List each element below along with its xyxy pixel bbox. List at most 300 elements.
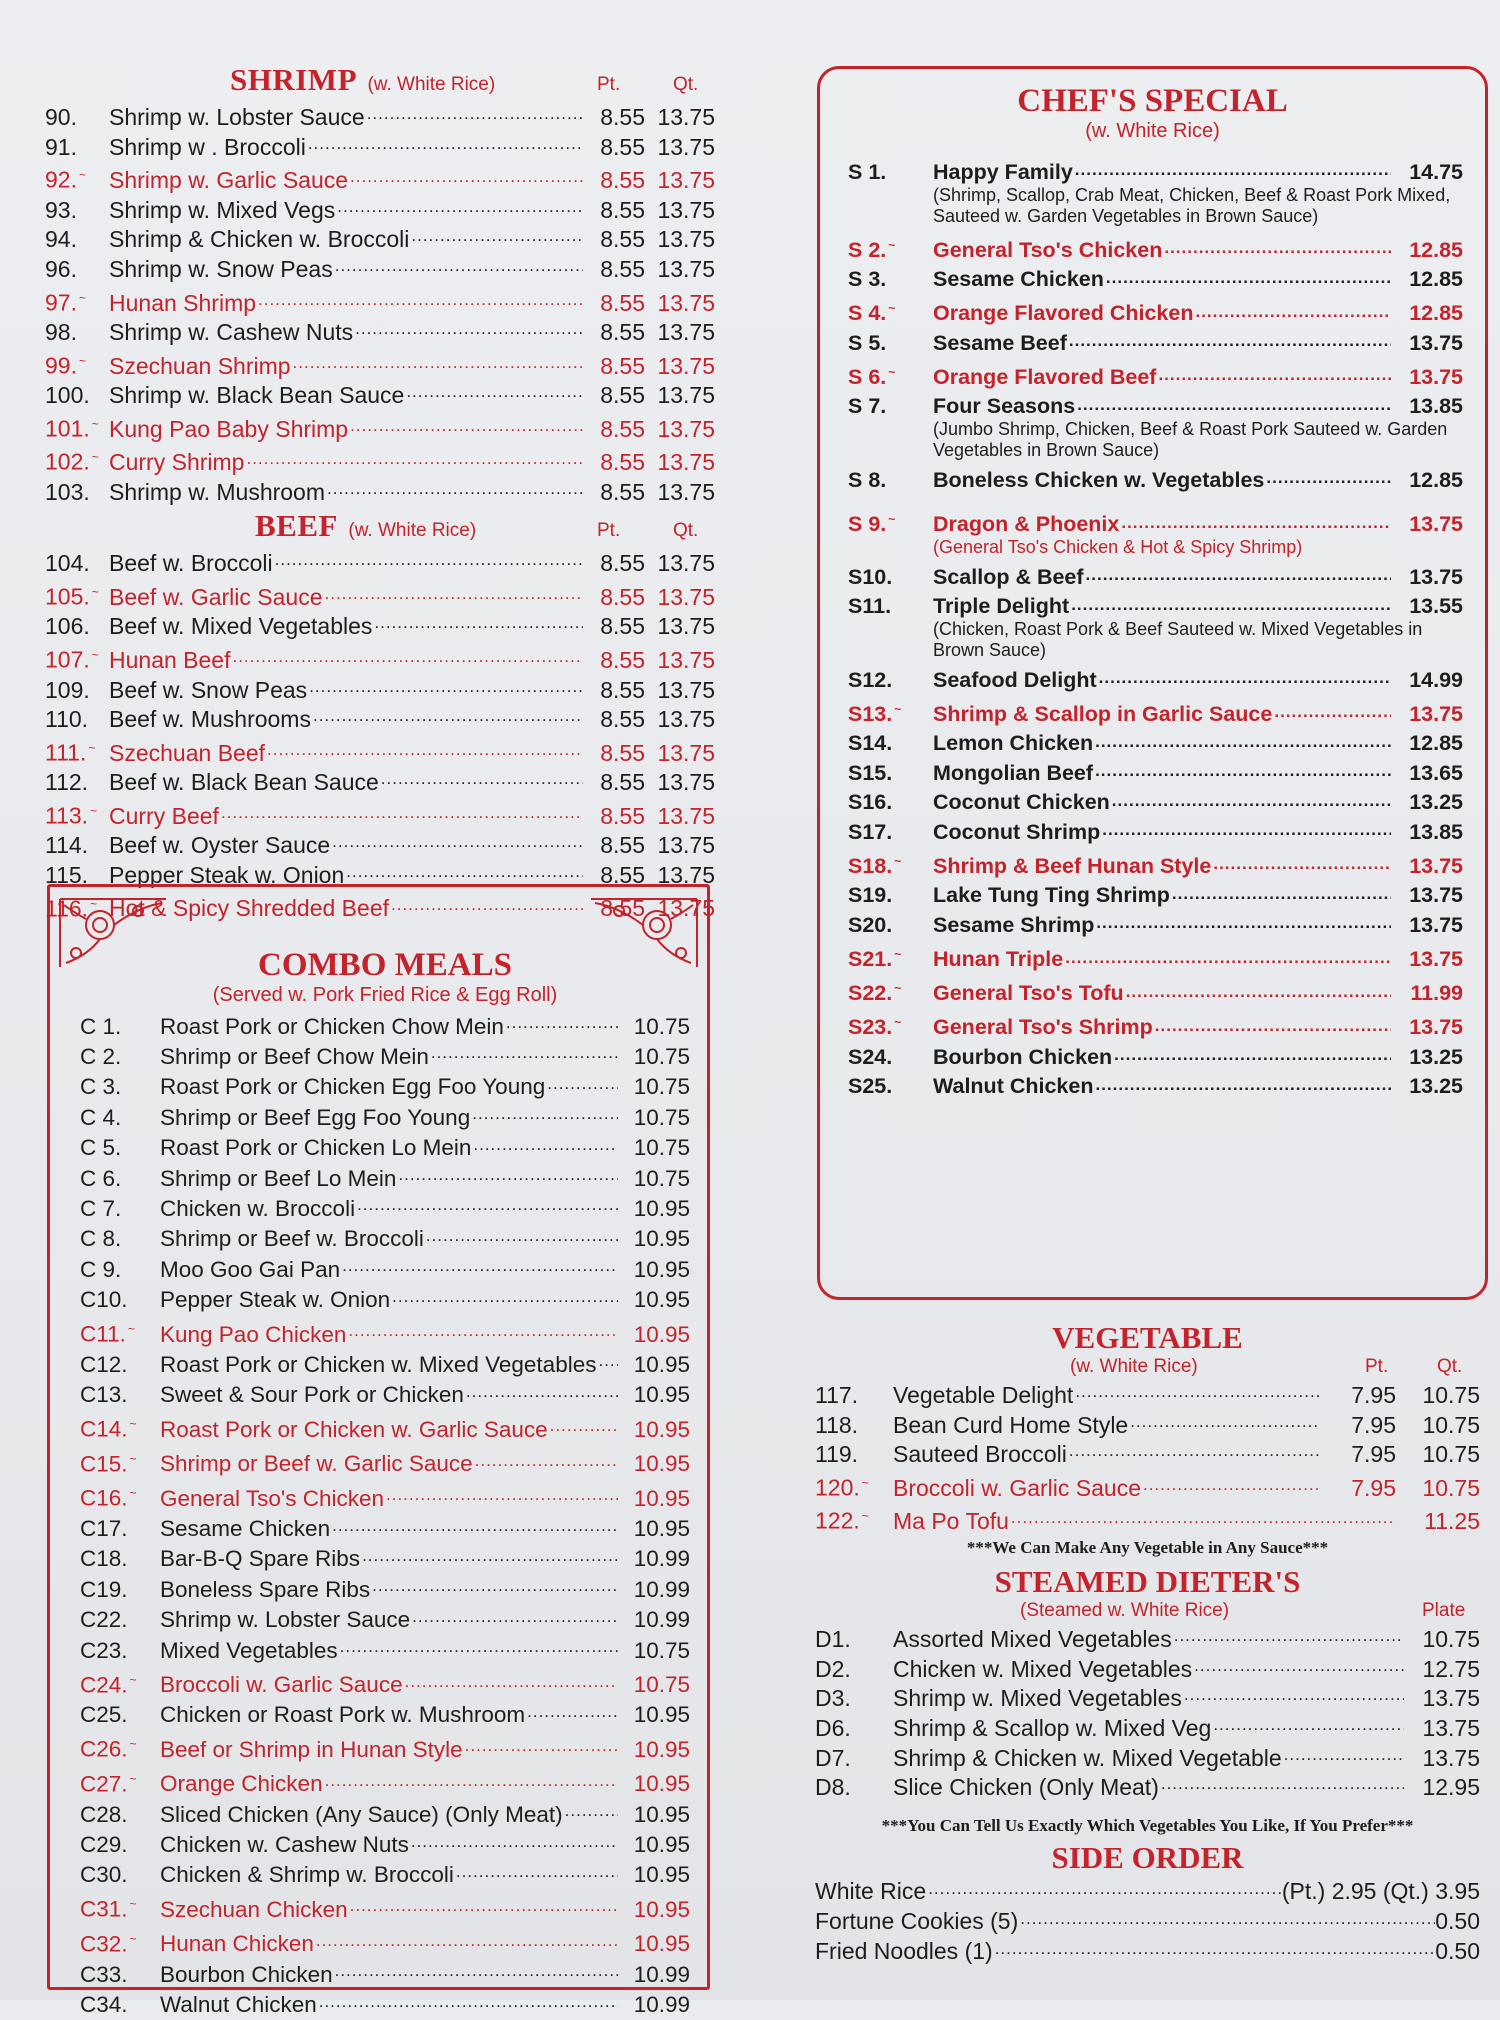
dot-leader [273, 548, 583, 571]
dot-leader [454, 1860, 618, 1883]
menu-item [848, 665, 1463, 695]
menu-item [80, 1959, 690, 1989]
menu-item [848, 505, 1463, 539]
item-price-price: 13.75 [1422, 1744, 1480, 1771]
item-number: C13. [80, 1382, 128, 1408]
item-number: S 1. [848, 159, 887, 184]
dot-leader [1112, 1042, 1391, 1064]
item-price-price: 10.95 [633, 1451, 690, 1477]
item-name: Shrimp w. Black Bean Sauce [109, 382, 405, 409]
hot-spicy-icon: ~ [78, 290, 86, 305]
dot-leader [1094, 910, 1391, 932]
dot-leader [1093, 729, 1391, 751]
menu-item [848, 157, 1463, 187]
item-price-price: 12.85 [1409, 731, 1463, 756]
menu-item [848, 592, 1463, 622]
dot-leader [1093, 758, 1391, 780]
item-number: 115. [45, 862, 89, 889]
menu-item [848, 328, 1463, 358]
dot-leader [424, 1224, 618, 1247]
item-price-price: 13.55 [1409, 594, 1463, 619]
item-name: Walnut Chicken [933, 1074, 1094, 1099]
vegetable-pt-header: Pt. [1365, 1356, 1389, 1377]
beef-list [45, 548, 715, 923]
item-name: Happy Family [933, 159, 1073, 184]
item-price-price: 10.99 [633, 1992, 690, 2018]
item-price-price: 10.99 [633, 1607, 690, 1633]
item-price-price: 10.95 [633, 1321, 690, 1347]
dot-leader [1192, 1654, 1404, 1677]
item-description: (Shrimp, Scallop, Crab Meat, Chicken, Beef & Roast Pork Mixed, Sauteed w. Garden Vegetables in Brown Sauce) [933, 184, 1451, 226]
menu-item [45, 161, 715, 194]
menu-item [848, 758, 1463, 788]
item-number: S 3. [848, 267, 887, 292]
menu-item [80, 1666, 690, 1700]
item-name: Dragon & Phoenix [933, 512, 1120, 537]
menu-item [848, 847, 1463, 881]
hot-spicy-icon: ~ [91, 450, 99, 465]
item-price-price: 10.99 [633, 1546, 690, 1572]
menu-item [80, 1285, 690, 1315]
dot-leader [471, 1133, 618, 1156]
menu-item [80, 1544, 690, 1574]
item-number: S 6. ~ [848, 364, 896, 389]
item-price-qt: 13.75 [657, 319, 715, 346]
combo-title: COMBO MEALS [258, 947, 512, 983]
menu-item [848, 562, 1463, 592]
dot-leader [926, 1876, 1282, 1899]
item-number: S 2. ~ [848, 237, 896, 262]
item-price-price: 10.95 [633, 1226, 690, 1252]
item-name: General Tso's Shrimp [933, 1015, 1153, 1040]
item-name: Roast Pork or Chicken Lo Mein [160, 1135, 472, 1161]
item-number: 118. [815, 1411, 859, 1438]
menu-item [815, 1439, 1480, 1469]
hot-spicy-icon: ~ [861, 1509, 869, 1524]
dot-leader [504, 1011, 618, 1034]
item-name: Fried Noodles (1) [815, 1938, 993, 1965]
item-number: 119. [815, 1441, 859, 1468]
menu-item [45, 611, 715, 641]
dot-leader [1073, 1380, 1320, 1403]
item-price-price: 10.75 [633, 1637, 690, 1663]
item-price-pt: 8.55 [600, 583, 645, 610]
item-number: S15. [848, 760, 893, 785]
item-name: Shrimp or Beef Lo Mein [160, 1165, 397, 1191]
item-name: Shrimp w. Mixed Vegs [109, 196, 336, 223]
item-price-price: 10.95 [633, 1382, 690, 1408]
dot-leader [311, 704, 583, 727]
item-price-pt: 8.55 [600, 133, 645, 160]
hot-spicy-icon: ~ [129, 1451, 137, 1466]
dot-leader [1100, 817, 1391, 839]
dot-leader [470, 1102, 618, 1125]
item-number: S21. ~ [848, 946, 902, 972]
menu-item [80, 1605, 690, 1635]
item-number: 105. ~ [45, 583, 99, 610]
shrimp-subtitle: (w. White Rice) [367, 74, 496, 95]
item-name: General Tso's Chicken [160, 1485, 384, 1511]
item-name: Beef w. Broccoli [109, 550, 273, 577]
item-number: C15. ~ [80, 1451, 137, 1477]
menu-item [45, 477, 715, 507]
item-price-price: 13.85 [1409, 819, 1463, 844]
menu-item [815, 1380, 1480, 1410]
dot-leader [993, 1936, 1436, 1959]
item-number: 103. [45, 478, 90, 505]
item-number: C 4. [80, 1104, 122, 1130]
item-name: Kung Pao Chicken [160, 1321, 347, 1347]
menu-item [80, 1224, 690, 1254]
item-number: 106. [45, 613, 90, 640]
item-name: Pepper Steak w. Onion [109, 862, 345, 889]
item-price-qt: 13.75 [657, 478, 715, 505]
dot-leader [360, 1544, 618, 1567]
item-price-pt: 8.55 [600, 895, 645, 922]
item-price-price: 10.95 [633, 1931, 690, 1957]
item-price-qt: 13.75 [657, 256, 715, 283]
item-description: (Jumbo Shrimp, Chicken, Beef & Roast Pork Sauteed w. Garden Vegetables in Brown Sauce) [933, 419, 1448, 461]
item-name: Four Seasons [933, 394, 1076, 419]
item-price-price: 10.95 [633, 1832, 690, 1858]
menu-item [80, 1410, 690, 1444]
item-price-qt: 13.75 [657, 739, 715, 766]
item-price-qt: 13.75 [657, 415, 715, 442]
dot-leader [323, 582, 584, 605]
dot-leader [1119, 510, 1391, 532]
menu-item [80, 1102, 690, 1132]
item-number: C26. ~ [80, 1736, 137, 1762]
item-number: C22. [80, 1607, 128, 1633]
item-price-price: 10.75 [633, 1043, 690, 1069]
item-price-price: 13.75 [1422, 1685, 1480, 1712]
item-name: Lemon Chicken [933, 731, 1094, 756]
item-price-price: 10.75 [633, 1672, 690, 1698]
dot-leader [1124, 979, 1391, 1001]
beef-pt-header: Pt. [597, 520, 621, 542]
hot-spicy-icon: ~ [888, 364, 896, 379]
item-price-price: 13.75 [1409, 912, 1463, 937]
item-name: Hot & Spicy Shredded Beef [109, 895, 389, 922]
item-name: Fortune Cookies (5) [815, 1908, 1019, 1935]
dot-leader [1069, 592, 1391, 614]
item-name: Shrimp or Beef w. Garlic Sauce [160, 1451, 473, 1477]
item-price: 0.50 [1435, 1908, 1480, 1935]
item-name: Shrimp w. Snow Peas [109, 256, 333, 283]
dot-leader [1063, 945, 1391, 967]
menu-item [815, 1772, 1480, 1802]
item-price-pt: 7.95 [1351, 1411, 1396, 1438]
item-price-price: 12.85 [1409, 237, 1463, 262]
item-price-pt: 8.55 [600, 382, 645, 409]
dot-leader [1264, 465, 1391, 487]
item-price-qt: 13.75 [657, 104, 715, 130]
item-number: 114. [45, 832, 89, 859]
item-name: General Tso's Tofu [933, 981, 1124, 1006]
menu-item [45, 443, 715, 476]
item-number: D1. [815, 1625, 851, 1652]
item-number: C11. ~ [80, 1321, 135, 1347]
item-number: S20. [848, 912, 893, 937]
item-name: Sesame Chicken [160, 1516, 331, 1541]
vegetable-title: VEGETABLE [1052, 1320, 1243, 1355]
menu-item [80, 1479, 690, 1513]
menu-item [848, 910, 1463, 940]
item-price-qt: 13.75 [657, 676, 715, 703]
dot-leader [355, 1193, 618, 1216]
menu-item [45, 284, 715, 317]
dot-leader [325, 477, 583, 500]
item-name: Sesame Beef [933, 330, 1067, 355]
item-name: Chicken & Shrimp w. Broccoli [160, 1862, 454, 1888]
side-item [815, 1936, 1480, 1966]
dot-leader [525, 1700, 618, 1723]
dot-leader [1093, 1072, 1391, 1094]
item-price-pt: 8.55 [600, 802, 645, 829]
dot-leader [1211, 1713, 1404, 1736]
dot-leader [396, 1163, 618, 1186]
dot-leader [596, 1349, 618, 1372]
dot-leader [365, 102, 583, 125]
item-number: 100. [45, 382, 90, 409]
item-number: C28. [80, 1801, 128, 1827]
item-price-price: 13.75 [1409, 883, 1463, 908]
item-price-pt: 8.55 [600, 319, 645, 346]
item-name: Shrimp or Beef w. Broccoli [160, 1226, 424, 1252]
item-price-pt: 8.55 [600, 478, 645, 505]
item-number: 90. [45, 104, 77, 130]
dieter-subtitle: (Steamed w. White Rice) [1020, 1599, 1230, 1621]
dot-leader [265, 738, 583, 761]
dot-leader [372, 611, 583, 634]
dot-leader [348, 165, 583, 188]
vegetable-header [815, 1356, 1480, 1380]
item-price-price: 13.25 [1409, 790, 1463, 815]
menu-item [848, 881, 1463, 911]
item-name: Kung Pao Baby Shrimp [109, 415, 349, 442]
combo-subtitle: (Served w. Pork Fried Rice & Egg Roll) [212, 984, 558, 1006]
menu-item [848, 1042, 1463, 1072]
item-number: S24. [848, 1044, 893, 1069]
item-name: Pepper Steak w. Onion [160, 1287, 391, 1313]
item-name: Beef w. Garlic Sauce [109, 583, 323, 610]
menu-item [848, 974, 1463, 1008]
item-price-pt: 8.55 [600, 449, 645, 476]
item-price-qt: 13.75 [657, 449, 715, 476]
menu-item [80, 1254, 690, 1284]
item-price-pt: 8.55 [600, 769, 645, 796]
item-price-qt: 13.75 [657, 289, 715, 316]
menu-item [80, 1799, 690, 1829]
item-name: Szechuan Shrimp [109, 352, 291, 379]
hot-spicy-icon: ~ [894, 1015, 902, 1030]
menu-item [80, 1765, 690, 1799]
item-number: C 2. [80, 1043, 122, 1069]
menu-item [80, 1193, 690, 1223]
item-price-qt: 13.75 [657, 832, 715, 859]
item-price-price: 13.65 [1409, 760, 1463, 785]
item-name: Sesame Chicken [933, 267, 1104, 292]
dieter-header [815, 1600, 1480, 1624]
item-name: Beef w. Oyster Sauce [109, 832, 331, 859]
dot-leader [1104, 265, 1391, 287]
item-price-qt: 10.75 [1422, 1474, 1480, 1501]
dot-leader [1009, 1506, 1396, 1529]
item-name: Chicken w. Broccoli [160, 1195, 356, 1221]
item-name: Roast Pork or Chicken w. Mixed Vegetables [160, 1351, 597, 1377]
menu-item [815, 1624, 1480, 1654]
dot-leader [1073, 157, 1391, 179]
item-name: Chicken or Roast Pork w. Mushroom [160, 1702, 526, 1728]
item-number: S12. [848, 667, 893, 692]
item-price-price: 10.75 [633, 1165, 690, 1191]
right-bottom-column [815, 1320, 1480, 1966]
dot-leader [230, 645, 583, 668]
beef-title: BEEF [255, 508, 338, 544]
item-number: C 7. [80, 1195, 122, 1221]
hot-spicy-icon: ~ [127, 1322, 135, 1337]
item-name: Beef w. Snow Peas [109, 676, 308, 703]
dot-leader [348, 414, 583, 437]
item-name: Shrimp & Scallop w. Mixed Veg [893, 1714, 1212, 1741]
dot-leader [1018, 1906, 1435, 1929]
item-name: Bourbon Chicken [160, 1961, 333, 1987]
item-price-price: 10.75 [633, 1104, 690, 1130]
item-number: D2. [815, 1655, 851, 1682]
item-number: C31. ~ [80, 1896, 137, 1922]
menu-item [45, 254, 715, 284]
item-name: Assorted Mixed Vegetables [893, 1625, 1172, 1652]
hot-spicy-icon: ~ [861, 1476, 869, 1491]
hot-spicy-icon: ~ [78, 353, 86, 368]
shrimp-list [45, 102, 715, 506]
dot-leader [410, 1605, 618, 1628]
item-price-price: 10.99 [633, 1961, 690, 1987]
item-number: 97. ~ [45, 289, 86, 316]
item-name: Sliced Chicken (Any Sauce) (Only Meat) [160, 1801, 563, 1827]
dot-leader [464, 1380, 618, 1403]
dot-leader [1172, 1624, 1404, 1647]
menu-item [815, 1683, 1480, 1713]
vegetable-note: ***We Can Make Any Vegetable in Any Sauce*** [966, 1537, 1329, 1557]
dot-leader [1272, 699, 1391, 721]
menu-item [80, 1445, 690, 1479]
dot-leader [291, 351, 583, 374]
item-name: Orange Flavored Beef [933, 364, 1157, 389]
hot-spicy-icon: ~ [91, 585, 99, 600]
menu-item [848, 1008, 1463, 1042]
menu-item [80, 1925, 690, 1959]
menu-item [848, 729, 1463, 759]
menu-item [45, 317, 715, 347]
item-number: S18. ~ [848, 853, 902, 878]
hot-spicy-icon: ~ [88, 740, 96, 755]
dot-leader [429, 1041, 618, 1064]
item-price-price: 10.95 [633, 1351, 690, 1377]
hot-spicy-icon: ~ [90, 804, 98, 819]
item-price-qt: 13.75 [657, 613, 715, 640]
item-price-price: 10.95 [633, 1256, 690, 1282]
item-number: C25. [80, 1702, 128, 1728]
item-price-pt: 7.95 [1351, 1474, 1396, 1501]
menu-item [45, 767, 715, 797]
dot-leader [317, 1990, 618, 2013]
item-price-price: 10.75 [633, 1135, 690, 1161]
item-price-price: 10.95 [633, 1485, 690, 1511]
item-number: 98. [45, 319, 77, 346]
dieter-list [815, 1624, 1480, 1802]
dot-leader [307, 675, 583, 698]
hot-spicy-icon: ~ [129, 1897, 137, 1912]
menu-item [815, 1469, 1480, 1502]
item-number: 111. ~ [45, 739, 96, 766]
menu-item [80, 1072, 690, 1102]
menu-item [45, 195, 715, 225]
item-price-price: 10.95 [633, 1896, 690, 1922]
item-name: Shrimp w. Cashew Nuts [109, 319, 354, 346]
item-name: Shrimp w. Lobster Sauce [109, 104, 365, 130]
item-name: Bourbon Chicken [933, 1044, 1113, 1069]
item-name: Beef w. Mushrooms [109, 706, 311, 733]
item-number: 120. ~ [815, 1474, 869, 1501]
item-price-pt: 8.55 [600, 676, 645, 703]
menu-item [848, 817, 1463, 847]
item-name: Curry Beef [109, 802, 219, 829]
dot-leader [1084, 562, 1391, 584]
item-number: S22. ~ [848, 981, 902, 1006]
item-price-price: 10.95 [633, 1702, 690, 1728]
item-number: S25. [848, 1074, 893, 1099]
item-name: Shrimp w . Broccoli [109, 133, 306, 160]
item-price-price: 13.75 [1409, 564, 1463, 589]
item-price-price: 13.75 [1409, 1015, 1463, 1040]
item-number: C32. ~ [80, 1931, 137, 1957]
item-name: Shrimp w. Mixed Vegetables [893, 1685, 1182, 1712]
left-column [45, 62, 715, 923]
item-number: S 8. [848, 467, 887, 492]
hot-spicy-icon: ~ [91, 417, 99, 431]
dot-leader [1282, 1743, 1404, 1766]
menu-item [45, 734, 715, 767]
item-price-price: 13.75 [1409, 701, 1463, 726]
item-number: C 8. [80, 1226, 122, 1252]
beef-subtitle: (w. White Rice) [348, 520, 477, 542]
item-number: 117. [815, 1382, 859, 1408]
item-price-qt: 13.75 [657, 769, 715, 796]
item-price-pt: 8.55 [600, 706, 645, 733]
item-number: C12. [80, 1351, 128, 1377]
item-price-price: 10.95 [633, 1516, 690, 1541]
item-number: 110. [45, 706, 89, 733]
dot-leader [340, 1254, 618, 1277]
item-price-price: 10.99 [633, 1576, 690, 1602]
item-price: 0.50 [1435, 1938, 1480, 1965]
dot-leader [344, 860, 583, 883]
menu-item [815, 1410, 1480, 1440]
dot-leader [244, 447, 583, 470]
item-price-qt: 11.25 [1424, 1508, 1480, 1535]
item-price-price: 10.95 [633, 1416, 690, 1442]
dot-leader [346, 1319, 618, 1342]
hot-spicy-icon: ~ [91, 648, 99, 663]
item-price-price: 10.95 [633, 1862, 690, 1888]
dot-leader [403, 1670, 618, 1693]
shrimp-header [45, 62, 715, 102]
item-number: D6. [815, 1714, 851, 1741]
item-price-price: 10.95 [633, 1195, 690, 1221]
item-name: Seafood Delight [933, 667, 1097, 692]
item-name: Roast Pork or Chicken Egg Foo Young [160, 1074, 546, 1100]
